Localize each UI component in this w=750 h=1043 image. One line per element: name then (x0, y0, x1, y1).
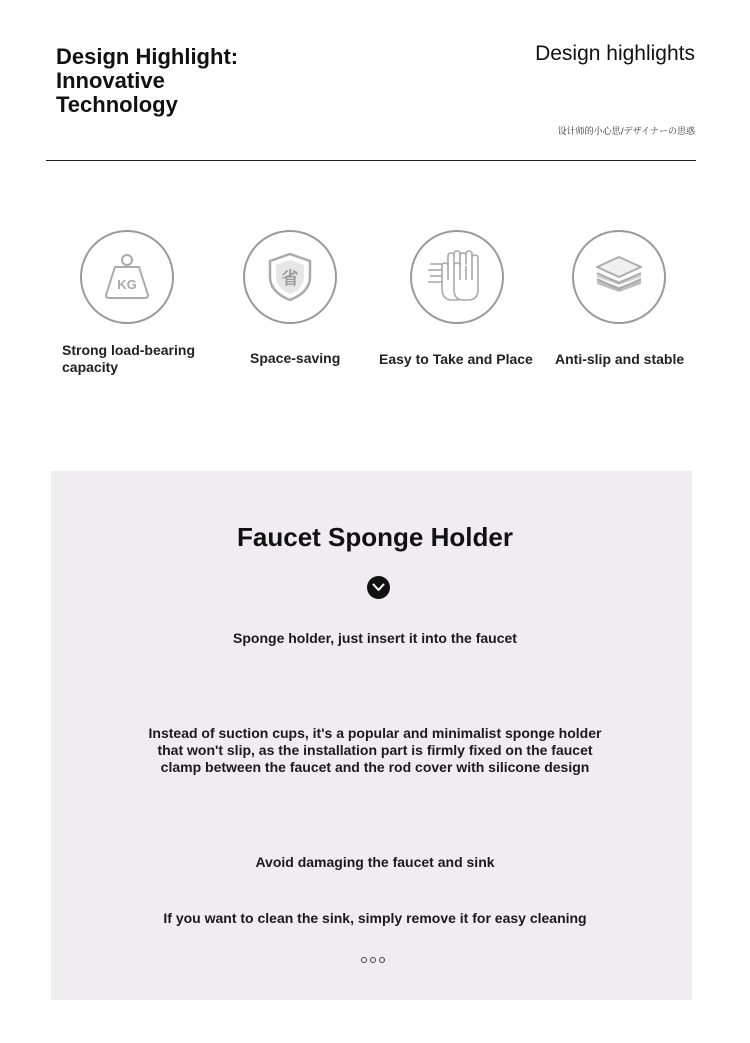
section-subheading: 设计师的小心思/デザイナーの思惑 (557, 127, 695, 137)
page-title (56, 45, 316, 117)
feature-label-anti-slip: Anti-slip and stable (555, 351, 685, 367)
panel-line-avoid-damage: Avoid damaging the faucet and sink (255, 854, 495, 870)
kg-weight-icon (80, 230, 174, 324)
dot (370, 957, 376, 963)
title-line-1: Design Highlight: (56, 44, 239, 69)
title-line-2: Innovative (56, 68, 165, 93)
dot (379, 957, 385, 963)
kg-label: KG (117, 277, 137, 292)
dot (361, 957, 367, 963)
glove-hand-icon (410, 230, 504, 324)
divider (46, 160, 696, 161)
panel-line-insert: Sponge holder, just insert it into the faucet (233, 630, 517, 646)
panel-paragraph (0, 725, 750, 776)
paragraph-line-3: clamp between the faucet and the rod cover with silicone design (160, 759, 590, 775)
layers-icon (572, 230, 666, 324)
paragraph-line-2: that won't slip, as the installation part is firmly fixed on the faucet (157, 742, 593, 758)
chevron-down-icon (367, 576, 390, 599)
feature-label-load-bearing: Strong load-bearing capacity (62, 342, 195, 375)
feature-label-easy-take: Easy to Take and Place (379, 351, 533, 367)
shield-save-icon (243, 230, 337, 324)
feature-label-space-saving: Space-saving (250, 350, 341, 366)
panel-line-clean: If you want to clean the sink, simply remove it for easy cleaning (163, 910, 587, 926)
ellipsis-icon (361, 957, 385, 963)
section-heading: Design highlights (535, 42, 695, 65)
title-line-3: Technology (56, 92, 178, 117)
panel-title: Faucet Sponge Holder (237, 522, 513, 552)
paragraph-line-1: Instead of suction cups, it's a popular and minimalist sponge holder (148, 725, 602, 741)
save-glyph: 省 (281, 269, 299, 289)
